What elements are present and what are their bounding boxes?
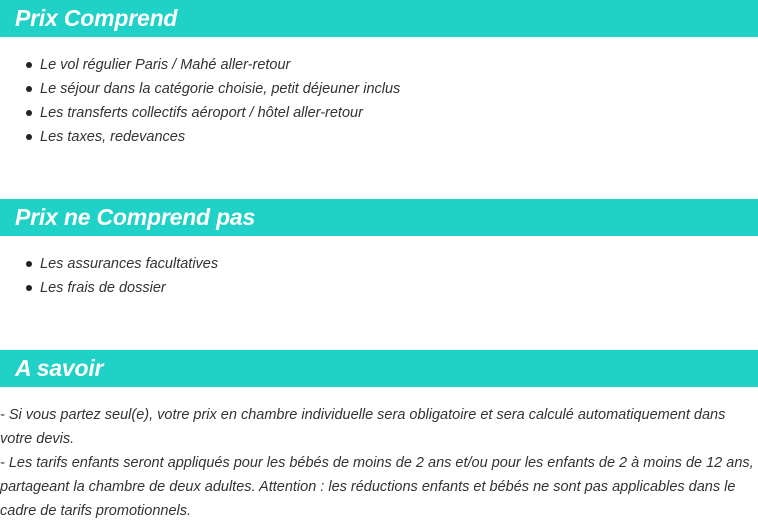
list-item — [0, 252, 218, 276]
bullet-icon — [26, 86, 32, 92]
section-title: Prix Comprend — [15, 5, 178, 31]
section-title: A savoir — [15, 355, 104, 381]
info-paragraph: - Si vous partez seul(e), votre prix en chambre individuelle sera obligatoire et sera calculé automatiquement dans votre devis. — [0, 407, 726, 447]
bullet-icon — [26, 261, 32, 267]
list-item — [0, 125, 400, 149]
list-item-text: Le séjour dans la catégorie choisie, petit déjeuner inclus — [40, 81, 401, 97]
list-item-text: Les taxes, redevances — [40, 129, 186, 145]
bullet-icon — [26, 134, 32, 140]
list-item-text: Le vol régulier Paris / Mahé aller-retour — [40, 57, 291, 73]
list-item-text: Les assurances facultatives — [40, 256, 219, 272]
included-list — [0, 53, 400, 149]
section-header-prix-ne-comprend-pas — [0, 199, 758, 236]
section-title: Prix ne Comprend pas — [15, 204, 256, 230]
list-item-text: Les transferts collectifs aéroport / hôtel aller-retour — [40, 105, 363, 121]
info-paragraph: - Les tarifs enfants seront appliqués pour les bébés de moins de 2 ans et/ou pour les enfants de 2 à moins de 12 ans, partageant la chambre de deux adultes. Attention : les réductions enfants et bébés ne sont pas applicables dans le cadre de tarifs promotionnels. — [0, 455, 754, 519]
section-header-a-savoir — [0, 350, 758, 387]
list-item — [0, 77, 400, 101]
excluded-list — [0, 252, 218, 300]
bullet-icon — [26, 62, 32, 68]
list-item-text: Les frais de dossier — [40, 280, 166, 296]
list-item — [0, 53, 400, 77]
section-header-prix-comprend — [0, 0, 758, 37]
list-item — [0, 276, 218, 300]
bullet-icon — [26, 285, 32, 291]
info-text-block — [0, 403, 756, 523]
list-item — [0, 101, 400, 125]
bullet-icon — [26, 110, 32, 116]
